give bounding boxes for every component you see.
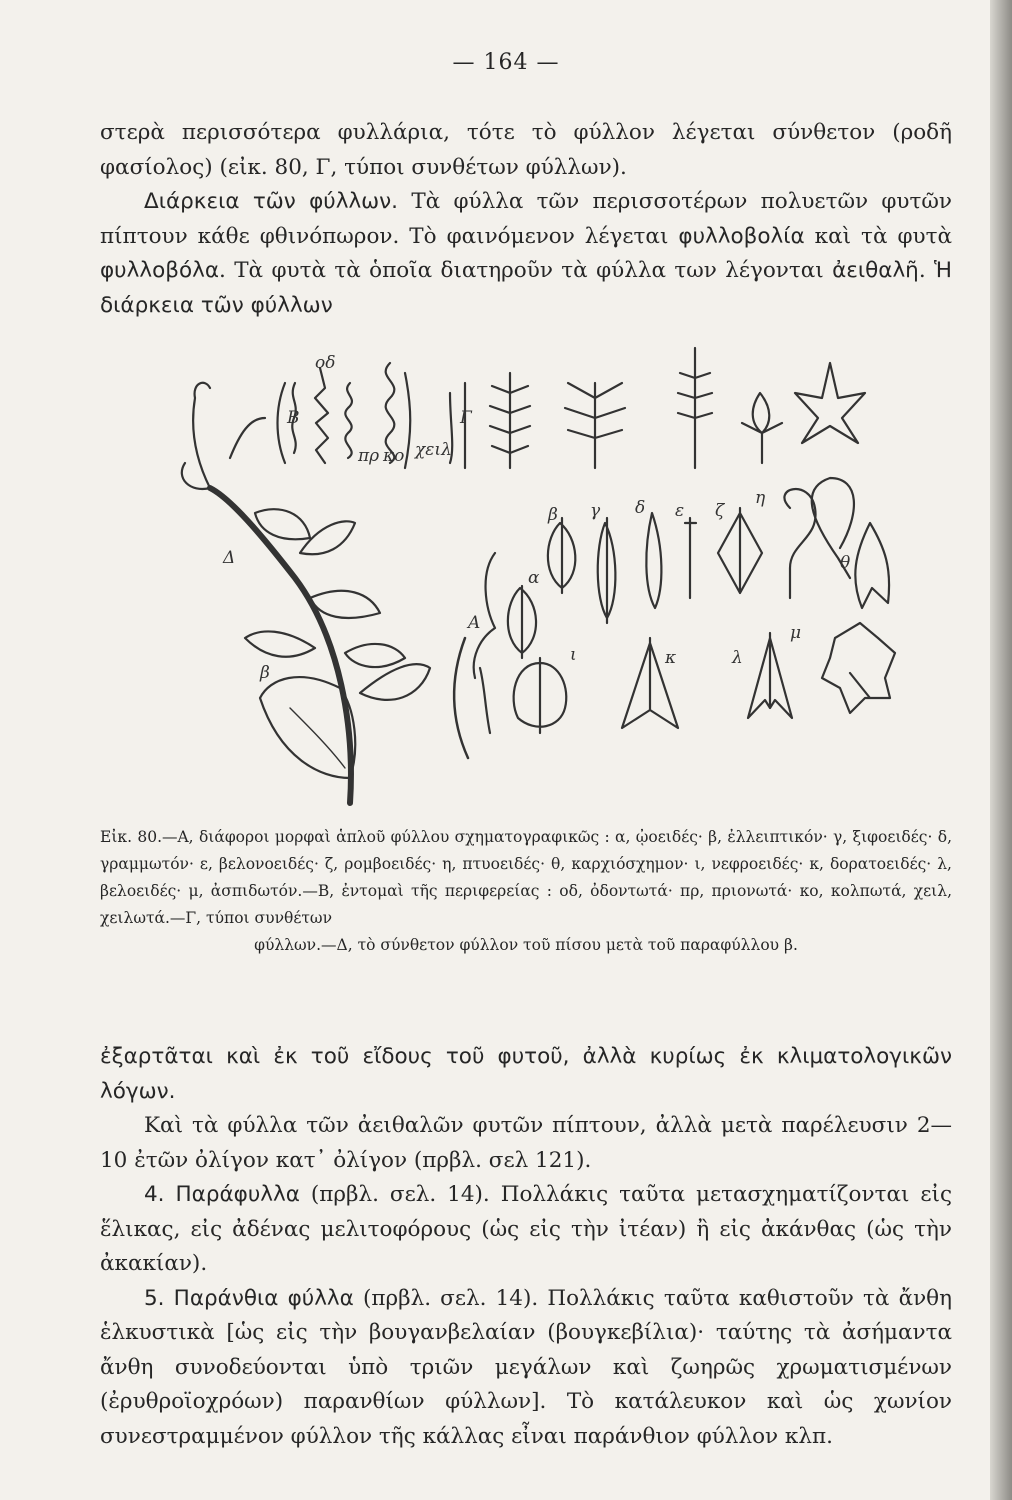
label-gamma: γ xyxy=(590,501,601,521)
label-iota: ι xyxy=(570,645,577,665)
label-pr: πρ xyxy=(358,446,380,466)
compound-leaf-types xyxy=(450,348,865,468)
simple-leaf-shapes xyxy=(474,478,895,733)
term-leaf-fall: φυλλοβολία xyxy=(678,223,805,249)
page-edge xyxy=(990,0,1012,1500)
label-G: Γ xyxy=(460,408,472,428)
label-B: Β xyxy=(287,408,300,428)
label-alpha: α xyxy=(528,568,540,588)
paragraph-bracts: 5. Παράνθια φύλλα (πρβλ. σελ. 14). Πολλάκις ταῦτα καθιστοῦν τὰ ἄνθη ἑλκυστικὰ [ὡς εἰς τὴν βουγανβελαίαν (βουγκεβίλια)· ταύτης τὰ ἀσήμαντα ἄνθη συνοδεύονται ὑπὸ τριῶν μεγάλων καὶ ζωηρῶς χρωματισμένων (ἐρυθροϊοχρόων) παρανθίων φύλλων]. Τὸ κατάλευκον καὶ ὡς χωνίον συνεστραμμένον φύλλον τῆς κάλλας εἶναι παράνθιον φύλλον κλπ. xyxy=(100,1285,952,1449)
term-evergreen: ἀειθαλῆ xyxy=(832,258,919,283)
caption-last-line: φύλλων.—Δ, τὸ σύνθετον φύλλον τοῦ πίσου μετὰ τοῦ παραφύλλου β. xyxy=(254,936,798,954)
caption-text: Εἰκ. 80.—Α, διάφοροι μορφαὶ ἁπλοῦ φύλλου σχηματογραφικῶς : α, ᾠοειδές· β, ἐλλειπτικόν· γ, ξιφοειδές· δ, γραμμωτόν· ε, βελονοειδές· ζ, ρομβοειδές· η, πτυοειδές· θ, καρχιόσχημον· ι, νεφροειδές· κ, δορατοειδές· λ, βελοειδές· μ, ἀσπιδωτόν.—Β, ἐντομαὶ τῆς περιφερείας : οδ, ὀδοντωτά· πρ, πριονωτά· κο, κολπωτά, χειλ, χειλωτά.—Γ, τύποι συνθέτων xyxy=(100,828,952,927)
label-zeta: ζ xyxy=(715,501,725,521)
paragraph-evergreen: Καὶ τὰ φύλλα τῶν ἀειθαλῶν φυτῶν πίπτουν, ἀλλὰ μετὰ παρέλευσιν 2—10 ἐτῶν ὀλίγον κατ᾽ ὀλίγον (πρβλ. σελ 121). xyxy=(100,1113,952,1173)
label-eta: η xyxy=(755,488,766,508)
label-od: οδ xyxy=(315,353,336,373)
figure-caption xyxy=(100,824,952,959)
label-epsilon: ε xyxy=(675,501,685,521)
label-mu: μ xyxy=(790,623,802,643)
label-xeil: χειλ xyxy=(415,440,452,460)
label-kappa: κ xyxy=(665,648,677,668)
label-A: Α xyxy=(468,613,481,633)
page-number: — 164 — xyxy=(452,50,560,75)
label-ko: κο xyxy=(383,446,405,466)
top-text xyxy=(100,116,952,323)
section-heading-bracts: 5. Παράνθια φύλλα xyxy=(144,1285,354,1311)
label-b-small: β xyxy=(260,663,270,683)
label-beta: β xyxy=(548,505,558,525)
bottom-text xyxy=(100,1040,952,1454)
label-D: Δ xyxy=(223,548,236,568)
paragraph-stipules: 4. Παράφυλλα (πρβλ. σελ. 14). Πολλάκις ταῦτα μετασχηματίζονται εἰς ἕλικας, εἰς ἀδένας μελιτοφόρους (ὡς εἰς τὴν ἰτέαν) ἢ εἰς ἀκάνθας (ὡς τὴν ἀκακίαν). xyxy=(100,1182,953,1276)
label-theta: θ xyxy=(840,553,851,573)
paragraph-leaf-duration: Διάρκεια τῶν φύλλων. Τὰ φύλλα τῶν περισσοτέρων πολυετῶν φυτῶν πίπτουν κάθε φθινόπωρον. Τὸ φαινόμενον λέγεται φυλλοβολία καὶ τὰ φυτὰ φυλλοβόλα. Τὰ φυτὰ τὰ ὁποῖα διατηροῦν τὰ φύλλα των λέγονται ἀειθαλῆ. Ἡ διάρκεια τῶν φύλλων xyxy=(100,189,953,318)
label-delta: δ xyxy=(635,498,646,518)
paragraph-continued: στερὰ περισσότερα φυλλάρια, τότε τὸ φύλλον λέγεται σύνθετον (ροδῆ φασίολος) (εἰκ. 80, Γ, τύποι συνθέτων φύλλων). xyxy=(100,120,952,180)
section-heading: Διάρκεια τῶν φύλλων. xyxy=(144,189,399,214)
paragraph-climate: ἐξαρτᾶται καὶ ἐκ τοῦ εἴδους τοῦ φυτοῦ, ἀλλὰ κυρίως ἐκ κλιματολογικῶν λόγων. xyxy=(100,1044,952,1104)
term-deciduous: φυλλοβόλα xyxy=(100,258,219,283)
label-lambda: λ xyxy=(732,648,743,668)
leaf-forms-figure xyxy=(150,338,950,818)
section-heading-stipules: 4. Παράφυλλα xyxy=(144,1182,300,1207)
